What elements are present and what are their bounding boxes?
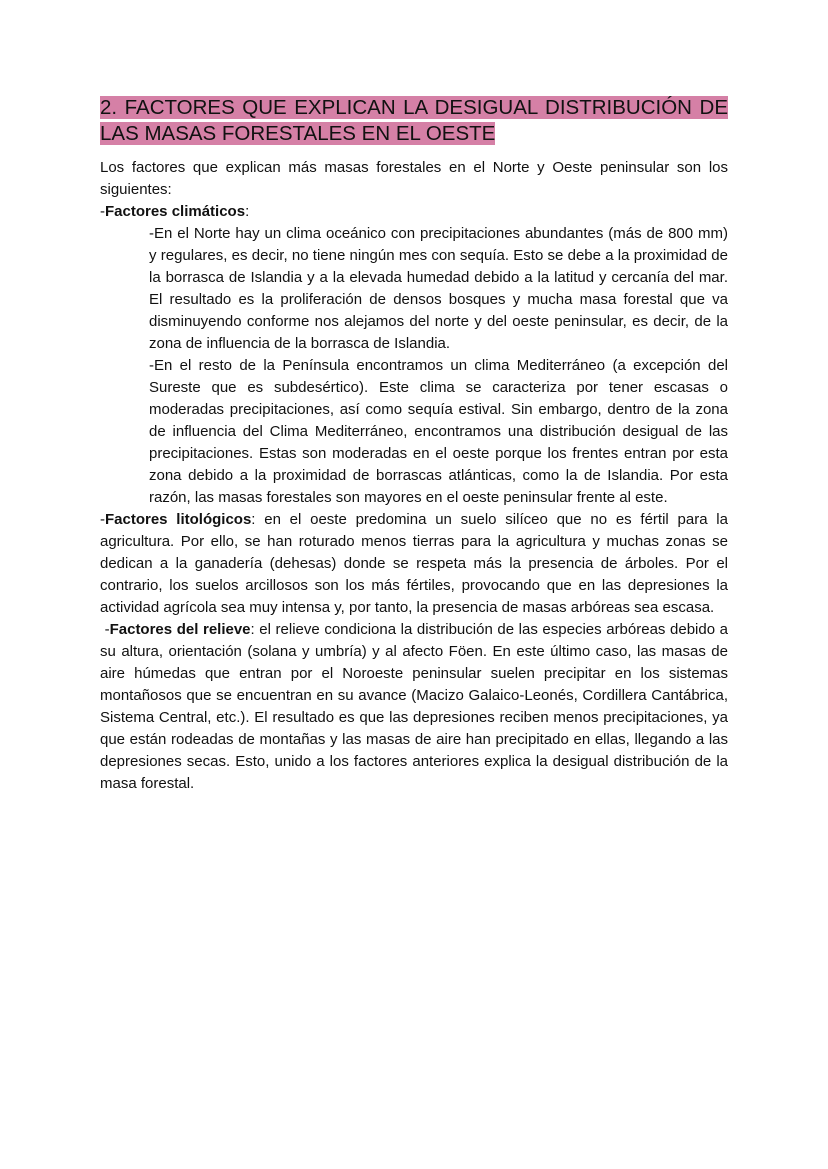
climatic-north-paragraph: -En el Norte hay un clima oceánico con precipitaciones abundantes (más de 800 mm) y regulares, es decir, no tiene ningún mes con sequía. Esto se debe a la proximidad de la borrasca de Islandia y a la elevada humedad debido a la latitud y cercanía del mar. El resultado es la proliferación de densos bosques y mucha masa forestal que va disminuyendo conforme nos alejamos del norte y del oeste peninsular, es decir, de la zona de influencia de la borrasca de Islandia. <box>149 225 728 352</box>
climatic-rest-paragraph: -En el resto de la Península encontramos un clima Mediterráneo (a excepción del Sureste que es subdesértico). Este clima se caracteriza por tener escasas o moderadas precipitaciones, así como sequía estival. Sin embargo, dentro de la zona de influencia del Clima Mediterráneo, encontramos una distribución desigual de las precipitaciones. Estas son moderadas en el oeste porque los frentes entran por esta zona debido a la proximidad de borrascas atlánticas, como la de Islandia. Por esta razón, las masas forestales son mayores en el oeste peninsular frente al este. <box>149 357 728 506</box>
lithologic-heading: Factores litológicos <box>105 511 252 528</box>
climatic-heading: Factores climáticos <box>105 203 246 220</box>
climatic-colon: : <box>245 203 250 220</box>
relief-heading: Factores del relieve <box>109 621 251 638</box>
climatic-heading-line <box>100 201 728 223</box>
relief-paragraph <box>100 619 728 795</box>
lithologic-text: : en el oeste predomina un suelo silíceo que no es fértil para la agricultura. Por ello, se han roturado menos tierras para la agricultura y muchas zonas se dedican a la ganadería (dehesas) donde se respeta más la presencia de árboles. Por el contrario, los suelos arcillosos son los más fértiles, provocando que en las depresiones la actividad agrícola sea muy intensa y, por tanto, la presencia de masas arbóreas sea escasa. <box>100 511 728 616</box>
section-title-text: 2. FACTORES QUE EXPLICAN LA DESIGUAL DISTRIBUCIÓN DE LAS MASAS FORESTALES EN EL OESTE <box>100 96 728 145</box>
intro-paragraph: Los factores que explican más masas forestales en el Norte y Oeste peninsular son los siguientes: <box>100 159 728 198</box>
lithologic-dash: - <box>100 511 105 528</box>
relief-text: : el relieve condiciona la distribución de las especies arbóreas debido a su altura, orientación (solana y umbría) y al afecto Föen. En este último caso, las masas de aire húmedas que entran por el Noroeste peninsular suelen precipitar en los sistemas montañosos que se encuentran en su avance (Macizo Galaico-Leonés, Cordillera Cantábrica, Sistema Central, etc.). El resultado es que las depresiones reciben menos precipitaciones, ya que están rodeadas de montañas y las masas de aire han precipitado en ellas, llegando a las depresiones secas. Esto, unido a los factores anteriores explica la desigual distribución de la masa forestal. <box>100 621 728 792</box>
climatic-dash: - <box>100 203 105 220</box>
document-page <box>100 95 728 795</box>
section-title <box>100 95 728 147</box>
relief-dash: - <box>100 621 110 638</box>
lithologic-paragraph <box>100 509 728 619</box>
